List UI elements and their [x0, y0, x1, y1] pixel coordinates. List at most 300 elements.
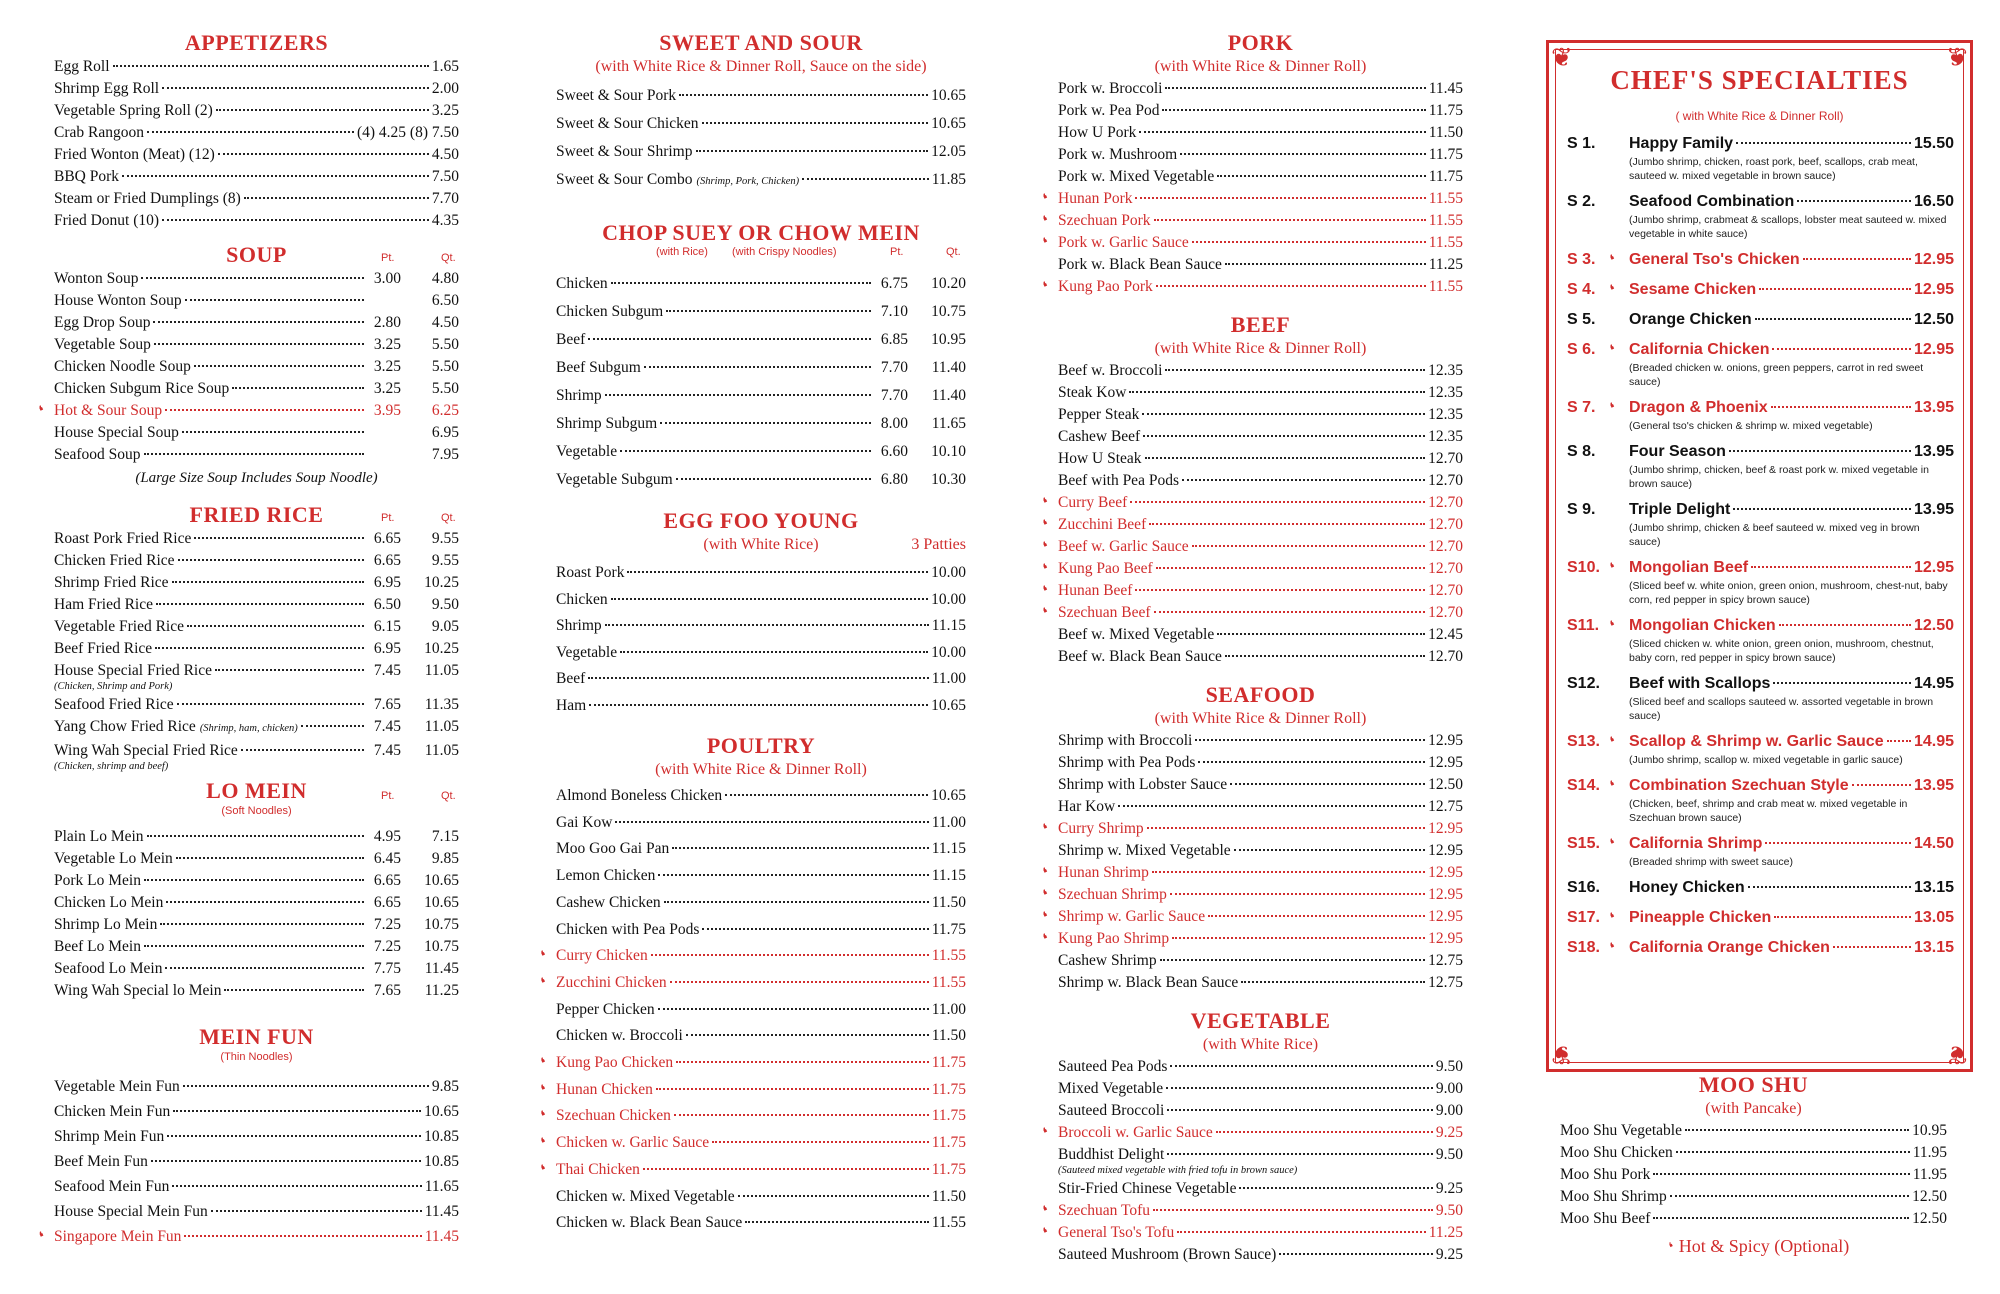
menu-item — [556, 438, 966, 466]
item-name: Vegetable Fried Rice — [54, 618, 184, 635]
chef-item — [1567, 397, 1954, 433]
menu-item — [54, 268, 459, 290]
dot-leader — [173, 1110, 421, 1112]
item-name: Steam or Fried Dumplings (8) — [54, 190, 241, 207]
item-name: Hunan Shrimp — [1058, 864, 1149, 881]
item-name: House Special Fried Rice — [54, 662, 212, 679]
section-title: EGG FOO YOUNG — [663, 508, 859, 533]
price-quart: 9.05 — [431, 618, 459, 635]
item-number: S15. — [1567, 835, 1600, 852]
item-name: Pepper Chicken — [556, 1000, 655, 1018]
item-number: S16. — [1567, 879, 1600, 896]
pepper-icon: ❛ — [538, 948, 549, 964]
item-price: 12.05 — [931, 143, 966, 160]
item-price: 11.25 — [1428, 1224, 1463, 1241]
item-price: 9.50 — [1435, 1058, 1463, 1075]
item-list — [1040, 78, 1463, 298]
item-name: Pork w. Mushroom — [1058, 146, 1178, 163]
item-list — [54, 826, 459, 1002]
item-price: 11.00 — [931, 813, 966, 831]
chef-item — [1567, 731, 1954, 767]
item-name: Ham Fried Rice — [54, 596, 154, 613]
price-quart: 5.50 — [431, 380, 459, 397]
menu-item — [54, 1199, 459, 1224]
item-list — [1040, 1056, 1463, 1266]
item-name: Four Season — [1629, 443, 1726, 460]
section-subtitle: (with White Rice & Dinner Roll) — [1154, 58, 1367, 75]
price-pint: 7.75 — [373, 960, 401, 977]
item-name: Ham — [556, 696, 587, 714]
dot-leader — [1166, 1087, 1433, 1089]
item-price: 11.75 — [931, 1054, 966, 1072]
section-subtitle: (with White Rice) — [703, 536, 819, 553]
price-quart: 10.25 — [424, 640, 459, 657]
item-name: Cashew Shrimp — [1058, 952, 1157, 969]
item-name: Shrimp with Pea Pods — [1058, 754, 1196, 771]
menu-item — [1058, 360, 1463, 382]
dot-leader — [1156, 285, 1426, 287]
dot-leader — [660, 422, 871, 424]
price-pint: 7.45 — [373, 662, 401, 679]
item-name: Shrimp w. Black Bean Sauce — [1058, 974, 1239, 991]
dot-leader — [1887, 740, 1911, 742]
item-name: Vegetable — [556, 643, 618, 661]
item-name: Beef Fried Rice — [54, 640, 153, 657]
pepper-icon: ❛ — [1607, 617, 1618, 634]
item-price: 13.15 — [1913, 939, 1954, 956]
dot-leader — [215, 669, 364, 671]
chef-item-row — [1567, 937, 1954, 959]
menu-item — [556, 640, 966, 667]
menu-item — [1040, 884, 1463, 906]
price-quart: 9.85 — [431, 850, 459, 867]
item-price: 11.55 — [931, 947, 966, 965]
item-description: (Jumbo shrimp, scallop w. mixed vegetable in garlic sauce) — [1629, 754, 1903, 766]
menu-item — [538, 1157, 966, 1184]
item-note: (Chicken, shrimp and beef) — [54, 761, 169, 772]
item-name: Chicken w. Mixed Vegetable — [556, 1187, 735, 1205]
dot-leader — [232, 387, 364, 389]
menu-item — [54, 936, 459, 958]
menu-item — [556, 82, 966, 110]
menu-item — [556, 783, 966, 810]
item-price: 13.95 — [1913, 501, 1954, 518]
price-quart: 10.75 — [424, 938, 459, 955]
menu-item — [1058, 840, 1463, 862]
dot-leader — [1153, 1209, 1433, 1211]
item-price: 11.00 — [931, 1000, 966, 1018]
dot-leader — [1154, 611, 1426, 613]
item-name: Mongolian Beef — [1629, 559, 1749, 576]
dot-leader — [151, 1160, 421, 1162]
section-subtitle: (with White Rice & Dinner Roll) — [1154, 340, 1367, 357]
menu-item — [1040, 188, 1463, 210]
dot-leader — [1167, 1153, 1433, 1155]
item-price: 13.95 — [1913, 443, 1954, 460]
item-name: Beef with Scallops — [1629, 675, 1771, 692]
menu-item — [1040, 1222, 1463, 1244]
item-price: 11.50 — [931, 1187, 966, 1205]
menu-item — [556, 863, 966, 890]
item-number: S 7. — [1567, 399, 1596, 416]
item-price: 12.95 — [1913, 281, 1954, 298]
item-name: Chicken w. Garlic Sauce — [556, 1134, 710, 1152]
section-title: MOO SHU — [1698, 1072, 1809, 1097]
item-number: S 6. — [1567, 341, 1596, 358]
dot-leader — [1143, 435, 1425, 437]
menu-item — [54, 210, 459, 232]
chef-item — [1567, 191, 1954, 241]
item-price: 11.15 — [931, 867, 966, 885]
item-name: Combination Szechuan Style — [1629, 777, 1849, 794]
menu-item — [556, 382, 966, 410]
soup-note: (Large Size Soup Includes Soup Noodle) — [135, 470, 378, 486]
item-number: S13. — [1567, 733, 1600, 750]
menu-item — [1040, 1122, 1463, 1144]
dot-leader — [1803, 258, 1911, 260]
dot-leader — [712, 1141, 929, 1143]
price-pint: 2.80 — [373, 314, 401, 331]
pepper-icon: ❛ — [1607, 399, 1618, 416]
menu-item — [54, 694, 459, 716]
price-quart: 11.40 — [931, 387, 966, 404]
menu-item — [556, 410, 966, 438]
item-number: S 5. — [1567, 311, 1596, 328]
item-name: Moo Shu Vegetable — [1560, 1122, 1682, 1139]
item-name: Curry Shrimp — [1058, 820, 1144, 837]
dot-leader — [1797, 200, 1911, 202]
dot-leader — [1733, 508, 1911, 510]
pepper-icon: ❛ — [538, 1081, 549, 1097]
chef-item-row — [1567, 309, 1954, 331]
menu-item — [37, 1224, 459, 1249]
menu-item — [54, 572, 459, 594]
dot-leader — [1729, 450, 1911, 452]
menu-item — [556, 666, 966, 693]
pepper-icon: ❛ — [538, 1161, 549, 1178]
price-pint: 6.95 — [373, 640, 401, 657]
chef-item — [1567, 309, 1954, 331]
dot-leader — [1172, 937, 1425, 939]
price-pint: 7.45 — [373, 742, 401, 759]
item-price: 11.75 — [931, 1134, 966, 1152]
item-name: How U Pork — [1058, 124, 1137, 141]
menu-item — [1058, 1178, 1463, 1200]
item-description: (Jumbo shrimp, crabmeat & scallops, lobster meat sauteed w. mixed vegetable in white sauce) — [1629, 214, 1947, 240]
chef-item — [1567, 499, 1954, 549]
dot-leader — [176, 857, 364, 859]
dot-leader — [141, 277, 364, 279]
menu-item — [556, 587, 966, 614]
item-price: 10.65 — [931, 696, 966, 714]
item-price: 12.70 — [1428, 472, 1463, 489]
price-pint: 7.65 — [373, 982, 401, 999]
item-price: 12.70 — [1428, 538, 1463, 555]
item-price: 12.35 — [1428, 406, 1463, 423]
item-name: Yang Chow Fried Rice — [54, 718, 196, 735]
item-number: S 1. — [1567, 135, 1596, 152]
pepper-icon: ❛ — [1040, 1202, 1051, 1219]
item-name: Vegetable Mein Fun — [54, 1078, 180, 1095]
item-number: S 4. — [1567, 281, 1596, 298]
item-name: Almond Boneless Chicken — [556, 787, 723, 804]
menu-item — [556, 890, 966, 917]
item-price: 12.95 — [1428, 930, 1463, 947]
item-number: S 9. — [1567, 501, 1596, 518]
beef-section — [1040, 312, 1463, 668]
dot-leader — [1156, 567, 1425, 569]
menu-item — [556, 270, 966, 298]
pepper-icon: ❛ — [1607, 835, 1618, 852]
dot-leader — [144, 945, 364, 947]
price-quart: 5.50 — [431, 358, 459, 375]
price-quart: 10.10 — [931, 443, 966, 460]
item-price: 11.45 — [424, 1203, 459, 1220]
item-price: 12.95 — [1428, 886, 1463, 903]
dot-leader — [1195, 739, 1425, 741]
dot-leader — [1192, 241, 1426, 243]
pepper-icon: ❛ — [1607, 939, 1618, 956]
dot-leader — [745, 1221, 928, 1223]
item-price: 11.75 — [931, 1160, 966, 1178]
column-3 — [1040, 30, 1463, 1266]
item-name: Seafood Combination — [1629, 193, 1795, 210]
item-price: 12.35 — [1428, 428, 1463, 445]
item-name: Dragon & Phoenix — [1629, 399, 1768, 416]
menu-item — [1058, 730, 1463, 752]
item-name: Sweet & Sour Shrimp — [556, 143, 693, 160]
chef-item — [1567, 937, 1954, 959]
price-quart: 10.65 — [424, 872, 459, 889]
menu-item — [54, 528, 459, 550]
dot-leader — [1170, 1065, 1433, 1067]
section-title: APPETIZERS — [184, 30, 329, 55]
chef-item-row — [1567, 775, 1954, 797]
menu-item — [54, 616, 459, 638]
item-name: Pork w. Black Bean Sauce — [1058, 256, 1222, 273]
item-name: Shrimp Egg Roll — [54, 80, 160, 97]
dot-leader — [1145, 457, 1426, 459]
section-subtitle: (with White Rice & Dinner Roll, Sauce on the side) — [595, 58, 927, 75]
item-name: General Tso's Tofu — [1058, 1224, 1175, 1241]
item-name: Sweet & Sour Pork — [556, 87, 677, 104]
menu-item — [1560, 1186, 1947, 1208]
dot-leader — [155, 647, 364, 649]
moo-shu-section — [1546, 1072, 1973, 1230]
item-price: 11.75 — [1428, 146, 1463, 163]
item-name: Sauteed Pea Pods — [1058, 1058, 1168, 1075]
item-name: Shrimp w. Mixed Vegetable — [1058, 842, 1231, 859]
item-price: 10.85 — [424, 1128, 459, 1145]
price-quart: 10.65 — [424, 894, 459, 911]
menu-item — [1040, 492, 1463, 514]
section-title: LO MEIN — [206, 778, 307, 803]
item-price: 1.65 — [431, 58, 459, 75]
pork-section — [1040, 30, 1463, 298]
section-title: SEAFOOD — [1205, 682, 1316, 707]
dot-leader — [802, 178, 929, 180]
price-quart: 11.05 — [424, 662, 459, 679]
price-quart: 10.95 — [931, 331, 966, 348]
item-name: House Wonton Soup — [54, 292, 182, 309]
dot-leader — [656, 1088, 929, 1090]
item-description: (Sliced beef w. white onion, green onion, mushroom, chest-nut, baby corn, red pepper in spicy brown sauce) — [1629, 580, 1948, 606]
item-name: Beef w. Black Bean Sauce — [1058, 648, 1222, 665]
item-price: 4.35 — [431, 212, 459, 229]
item-name: House Special Soup — [54, 424, 179, 441]
dot-leader — [165, 409, 364, 411]
menu-item — [1040, 862, 1463, 884]
item-price: 16.50 — [1913, 193, 1954, 210]
item-price: 13.95 — [1913, 777, 1954, 794]
item-name: Seafood Fried Rice — [54, 696, 174, 713]
menu-item — [1058, 78, 1463, 100]
menu-item — [54, 122, 459, 144]
item-name: Roast Pork — [556, 564, 625, 581]
item-price: 15.50 — [1913, 135, 1954, 152]
menu-item — [54, 1099, 459, 1124]
dot-leader — [643, 1168, 929, 1170]
menu-item — [54, 914, 459, 936]
ornament-icon: ❦ — [1551, 43, 1573, 72]
item-description: (General tso's chicken & shrimp w. mixed vegetable) — [1629, 420, 1873, 432]
pepper-icon: ❛ — [1040, 864, 1051, 881]
item-name: Beef w. Garlic Sauce — [1058, 538, 1189, 555]
item-name: Vegetable Subgum — [556, 471, 673, 488]
menu-item — [54, 144, 459, 166]
item-price: 11.55 — [1428, 190, 1463, 207]
menu-item — [1040, 276, 1463, 298]
section-title: CHOP SUEY OR CHOW MEIN — [602, 220, 920, 245]
item-number: S18. — [1567, 939, 1600, 956]
lo-mein-section — [54, 778, 459, 1002]
item-price: 11.55 — [1428, 234, 1463, 251]
patties-label: 3 Patties — [911, 536, 966, 553]
item-price: 11.50 — [931, 1027, 966, 1045]
item-name: Seafood Soup — [54, 446, 141, 463]
item-name: Zucchini Chicken — [556, 973, 667, 991]
item-name: Wing Wah Special Fried Rice — [54, 742, 238, 759]
dot-leader — [611, 282, 871, 284]
price-pint: 3.00 — [373, 270, 401, 287]
item-price: 12.45 — [1428, 626, 1463, 643]
vegetable-section — [1040, 1008, 1463, 1266]
dot-leader — [153, 321, 364, 323]
item-name: California Chicken — [1629, 341, 1770, 358]
section-subtitle: (with White Rice & Dinner Roll) — [655, 761, 867, 778]
dot-leader — [162, 87, 429, 89]
dot-leader — [1152, 871, 1425, 873]
menu-item — [1058, 624, 1463, 646]
item-name: Thai Chicken — [556, 1160, 640, 1178]
dot-leader — [664, 901, 929, 903]
item-price: 9.85 — [431, 1078, 459, 1095]
fried-rice-section — [54, 502, 459, 774]
dot-leader — [241, 749, 364, 751]
price-pint: 7.65 — [373, 696, 401, 713]
dot-leader — [156, 603, 364, 605]
item-price: 4.50 — [431, 146, 459, 163]
item-price: 12.70 — [1428, 648, 1463, 665]
pepper-icon: ❛ — [1040, 538, 1051, 555]
item-price: 11.15 — [931, 617, 966, 634]
dot-leader — [1118, 805, 1425, 807]
item-detail: (Shrimp, Pork, Chicken) — [696, 176, 800, 187]
column-1 — [36, 30, 459, 1249]
menu-item — [1040, 558, 1463, 580]
section-subtitle: (with Pancake) — [1705, 1100, 1802, 1117]
menu-item — [1058, 426, 1463, 448]
item-name: Har Kow — [1058, 798, 1116, 815]
item-price: 13.05 — [1913, 909, 1954, 926]
pepper-icon: ❛ — [538, 974, 549, 991]
item-price: 9.00 — [1435, 1102, 1463, 1119]
item-name: Chicken — [556, 275, 608, 292]
item-list — [36, 268, 459, 466]
menu-item — [54, 356, 459, 378]
price-pint: 7.10 — [880, 303, 908, 320]
item-name: Shrimp w. Garlic Sauce — [1058, 908, 1206, 925]
dot-leader — [1239, 1187, 1432, 1189]
item-name: Sesame Chicken — [1629, 281, 1757, 298]
item-name: Shrimp with Broccoli — [1058, 732, 1193, 749]
menu-item — [1040, 514, 1463, 536]
item-price: 11.75 — [931, 1080, 966, 1098]
item-number: S11. — [1567, 617, 1600, 634]
item-name: Beef w. Broccoli — [1058, 362, 1163, 379]
item-name: Chicken Subgum — [556, 303, 664, 320]
dot-leader — [1779, 624, 1911, 626]
item-name: Chicken Noodle Soup — [54, 358, 191, 375]
price-pint: 7.45 — [373, 718, 401, 735]
menu-item — [1040, 210, 1463, 232]
item-price: 12.70 — [1428, 604, 1463, 621]
section-subtitle: (with White Rice & Dinner Roll) — [1154, 710, 1367, 727]
item-name: Chicken with Pea Pods — [556, 920, 700, 938]
dot-leader — [147, 131, 354, 133]
qt-header: Qt. — [946, 246, 961, 258]
item-number: S 2. — [1567, 193, 1596, 210]
dot-leader — [1165, 87, 1425, 89]
chop-suey-section — [556, 220, 966, 494]
pepper-icon: ❛ — [1607, 733, 1618, 750]
item-price: 12.95 — [1913, 341, 1954, 358]
dot-leader — [1225, 655, 1425, 657]
price-pint: 6.45 — [373, 850, 401, 867]
item-name: Shrimp — [556, 387, 602, 404]
dot-leader — [702, 122, 929, 124]
item-name: Gai Kow — [556, 813, 613, 831]
item-name: Egg Roll — [54, 58, 110, 75]
dot-leader — [184, 1235, 421, 1237]
item-name: Seafood Lo Mein — [54, 960, 163, 977]
pepper-icon: ❛ — [1040, 820, 1051, 837]
column-2 — [538, 30, 966, 1237]
menu-item — [1058, 752, 1463, 774]
pepper-icon: ❛ — [1607, 559, 1618, 576]
dot-leader — [147, 835, 364, 837]
item-name: California Orange Chicken — [1629, 939, 1830, 956]
price-quart: 4.50 — [431, 314, 459, 331]
item-name: General Tso's Chicken — [1629, 251, 1800, 268]
item-description: (Jumbo shrimp, chicken, roast pork, beef, scallops, crab meat, sauteed w. mixed vegetable in brown sauce) — [1629, 156, 1918, 182]
menu-item — [54, 980, 459, 1002]
menu-item — [54, 848, 459, 870]
dot-leader — [122, 175, 429, 177]
item-name: Sweet & Sour Chicken — [556, 115, 699, 132]
price-quart: 5.50 — [431, 336, 459, 353]
dot-leader — [1129, 391, 1425, 393]
